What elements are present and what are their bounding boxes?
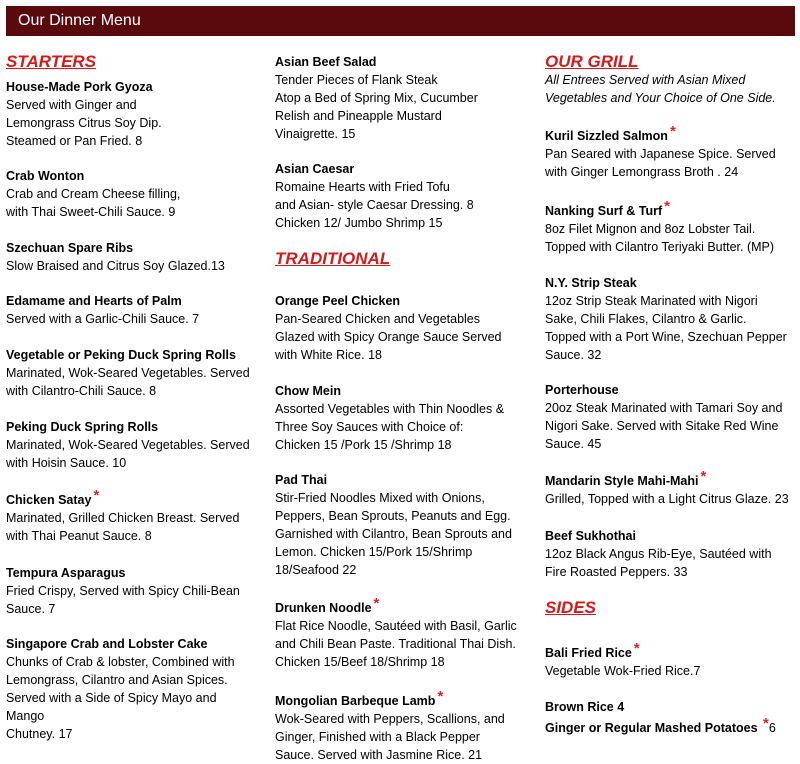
menu-item: [545, 198, 800, 256]
menu-item: [545, 640, 800, 680]
section-title-grill: OUR GRILL: [545, 52, 639, 71]
star-icon: *: [633, 640, 640, 657]
item-desc: 12oz Strip Steak Marinated with Nigori Sake, Chili Flakes, Cilantro & Garlic. Topped with a Port Wine, Szechuan Pepper Sauce. 32: [545, 294, 787, 362]
item-desc: Stir-Fried Noodles Mixed with Onions, Peppers, Bean Sprouts, Peanuts and Egg. Garnished with Cilantro, Bean Sprouts and Lemon. Chicken 15/Pork 15/Shrimp 18/Seafood 22: [275, 491, 512, 577]
grill-subtitle: All Entrees Served with Asian Mixed Vegetables and Your Choice of One Side.: [545, 73, 776, 105]
item-name: N.Y. Strip Steak: [545, 276, 637, 290]
item-name: Crab Wonton: [6, 169, 85, 183]
item-name: Edamame and Hearts of Palm: [6, 294, 182, 308]
item-desc: Flat Rice Noodle, Sautéed with Basil, Garlic and Chili Bean Paste. Traditional Thai Dish. Chicken 15/Beef 18/Shrimp 18: [275, 619, 517, 669]
item-name: Peking Duck Spring Rolls: [6, 420, 159, 434]
menu-item: [275, 160, 537, 232]
menu-item: [545, 123, 800, 181]
star-icon: *: [437, 688, 444, 705]
menu-item: [275, 292, 537, 364]
menu-item: [275, 471, 537, 579]
item-name: Asian Caesar: [275, 162, 355, 176]
menu-item: [275, 688, 537, 764]
item-name: Tempura Asparagus: [6, 566, 126, 580]
star-icon: *: [664, 198, 670, 215]
item-name: Porterhouse: [545, 383, 619, 397]
item-desc: 12oz Black Angus Rib-Eye, Sautéed with Fire Roasted Peppers. 33: [545, 547, 772, 579]
menu-item: [545, 698, 800, 716]
menu-item: [6, 346, 264, 400]
item-name: Brown Rice 4: [545, 700, 625, 714]
item-desc: Fried Crispy, Served with Spicy Chili-Bean Sauce. 7: [6, 584, 240, 616]
item-name: House-Made Pork Gyoza: [6, 80, 153, 94]
item-name: Pad Thai: [275, 473, 328, 487]
item-name: Mongolian Barbeque Lamb: [275, 694, 436, 708]
item-desc: Marinated, Wok-Seared Vegetables. Served with Cilantro-Chili Sauce. 8: [6, 366, 250, 398]
star-icon: *: [93, 487, 100, 504]
item-desc: Pan Seared with Japanese Spice. Served with Ginger Lemongrass Broth . 24: [545, 147, 776, 179]
item-name: Ginger or Regular Mashed Potatoes: [545, 721, 762, 735]
star-icon: *: [700, 468, 707, 485]
menu-item: [6, 292, 264, 328]
item-name: Szechuan Spare Ribs: [6, 241, 134, 255]
menu-item: [6, 487, 264, 545]
item-desc: Slow Braised and Citrus Soy Glazed.13: [6, 259, 225, 273]
item-desc: Wok-Seared with Peppers, Scallions, and Ginger, Finished with a Black Pepper Sauce. Served with Jasmine Rice. 21: [275, 712, 505, 762]
item-desc: Pan-Seared Chicken and Vegetables Glazed with Spicy Orange Sauce Served with White Rice. 18: [275, 312, 502, 362]
item-name: Asian Beef Salad: [275, 55, 377, 69]
item-name: Beef Sukhothai: [545, 529, 636, 543]
item-name: Chicken Satay: [6, 493, 92, 507]
item-price: 6: [768, 721, 776, 735]
item-name: Chow Mein: [275, 384, 341, 398]
item-desc: Crab and Cream Cheese filling, with Thai Sweet-Chili Sauce. 9: [6, 187, 181, 219]
item-desc: Assorted Vegetables with Thin Noodles & Three Soy Sauces with Choice of: Chicken 15 /Pork 15 /Shrimp 18: [275, 402, 505, 452]
item-desc: Marinated, Grilled Chicken Breast. Served with Thai Peanut Sauce. 8: [6, 511, 240, 543]
menu-item: [545, 274, 800, 364]
item-name: Drunken Noodle: [275, 601, 372, 615]
item-name: Orange Peel Chicken: [275, 294, 401, 308]
menu-item: [275, 53, 537, 143]
menu-item: [545, 468, 800, 508]
item-name: Kuril Sizzled Salmon: [545, 129, 668, 143]
item-name: Vegetable or Peking Duck Spring Rolls: [6, 348, 236, 362]
menu-item: [545, 381, 800, 453]
item-desc: Vegetable Wok-Fried Rice.7: [545, 664, 701, 678]
menu-item: [6, 418, 264, 472]
star-icon: *: [763, 715, 769, 732]
item-desc: Marinated, Wok-Seared Vegetables. Served with Hoisin Sauce. 10: [6, 438, 250, 470]
item-name: Bali Fried Rice: [545, 646, 632, 660]
menu-item: [6, 167, 264, 221]
menu-item: [6, 635, 264, 743]
section-title-traditional: TRADITIONAL: [275, 249, 391, 268]
menu-item: [6, 564, 264, 618]
item-name: Nanking Surf & Turf: [545, 204, 663, 218]
item-desc: Served with Ginger and Lemongrass Citrus Soy Dip. Steamed or Pan Fried. 8: [6, 98, 162, 148]
menu-item: [275, 382, 537, 454]
item-desc: Grilled, Topped with a Light Citrus Glaze. 23: [545, 492, 789, 506]
menu-item: [275, 595, 537, 671]
item-desc: 8oz Filet Mignon and 8oz Lobster Tail. Topped with Cilantro Teriyaki Butter. (MP): [545, 222, 775, 254]
star-icon: *: [373, 595, 380, 612]
menu-item: [545, 527, 800, 581]
item-desc: 20oz Steak Marinated with Tamari Soy and Nigori Sake. Served with Sitake Red Wine Sauce. 45: [545, 401, 783, 451]
menu-header: [6, 6, 795, 36]
item-name: Mandarin Style Mahi-Mahi: [545, 474, 699, 488]
item-desc: Tender Pieces of Flank Steak Atop a Bed of Spring Mix, Cucumber Relish and Pineapple Mustard Vinaigrette. 15: [275, 73, 478, 141]
menu-item: [545, 715, 800, 737]
star-icon: *: [669, 123, 676, 140]
menu-item: [6, 239, 264, 275]
item-name: Singapore Crab and Lobster Cake: [6, 637, 208, 651]
section-title-starters: STARTERS: [6, 52, 97, 71]
item-desc: Chunks of Crab & lobster, Combined with Lemongrass, Cilantro and Asian Spices. Served with a Side of Spicy Mayo and Mango Chutney. 17: [6, 655, 235, 741]
section-title-sides: SIDES: [545, 598, 597, 617]
item-desc: Romaine Hearts with Fried Tofu and Asian- style Caesar Dressing. 8 Chicken 12/ Jumbo Shrimp 15: [275, 180, 474, 230]
item-desc: Served with a Garlic-Chili Sauce. 7: [6, 312, 200, 326]
menu-item: [6, 78, 264, 150]
menu-title: Our Dinner Menu: [18, 12, 141, 29]
